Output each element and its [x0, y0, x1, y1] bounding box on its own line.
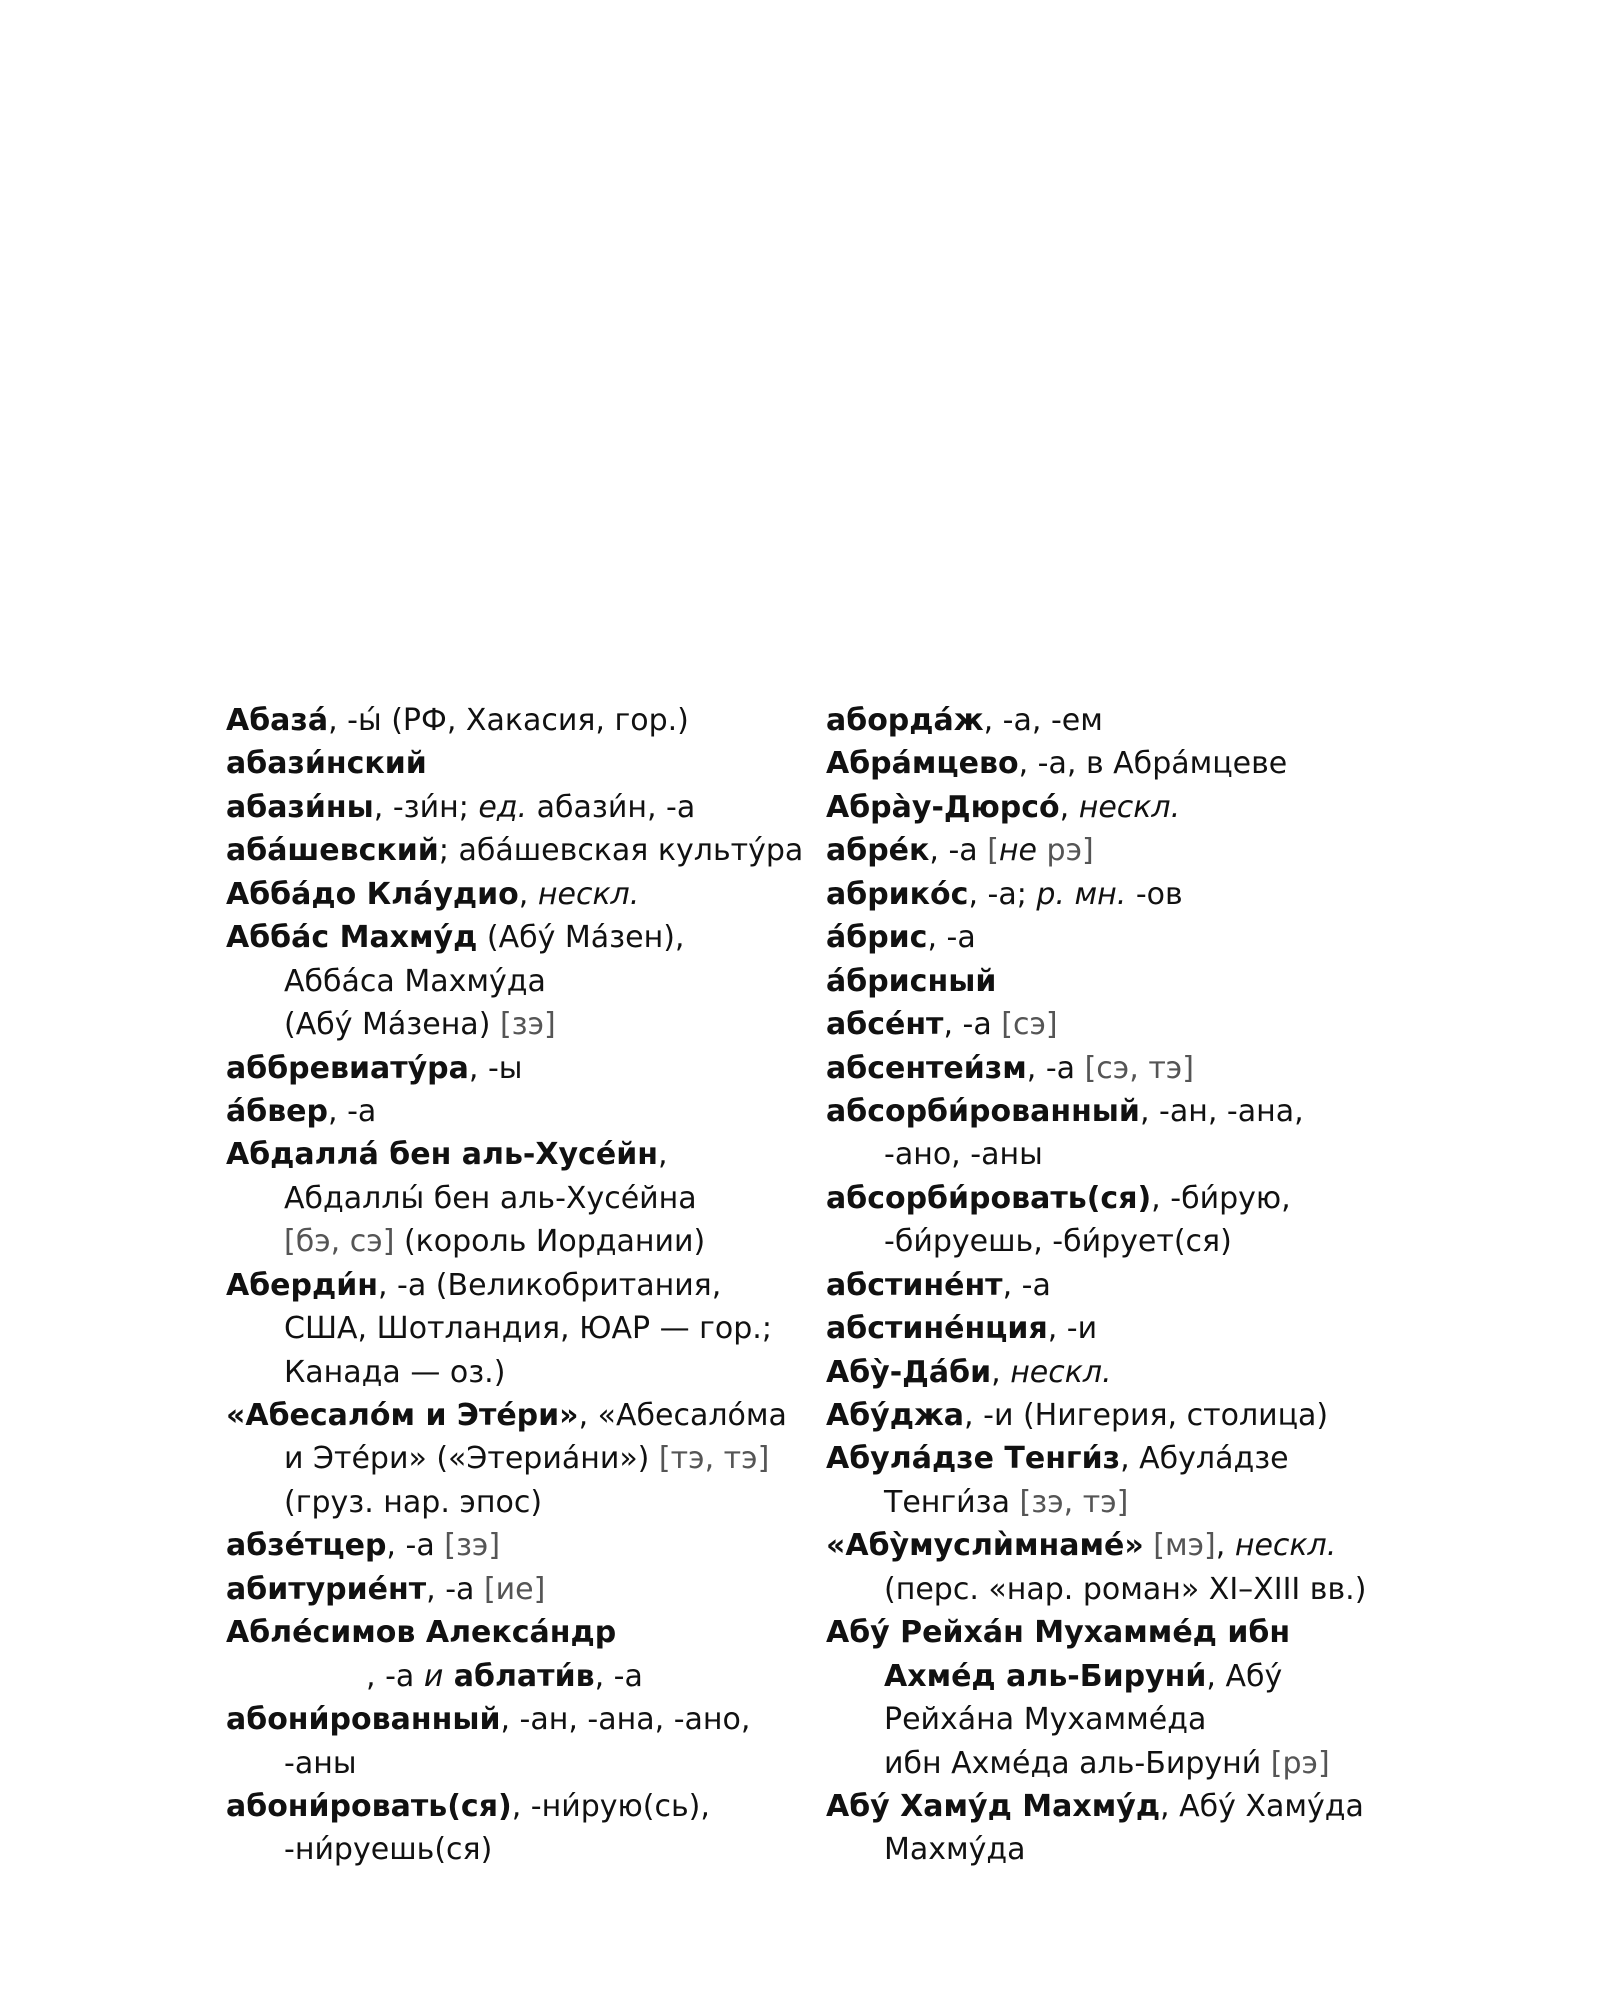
entry-continuation	[826, 1133, 1426, 1176]
headword: Абдалла́ бен аль-Хусе́йн	[226, 1137, 658, 1173]
headword: Абу́ Рейха́н Мухамме́д ибн	[826, 1615, 1291, 1651]
grammar-note: нескл.	[1078, 789, 1181, 825]
headword: абази́ны	[226, 789, 374, 825]
entry-text: , -ан, -ана, -ано,	[500, 1702, 751, 1738]
entry-line	[826, 1394, 1426, 1437]
entry-text: , -ан, -ана,	[1139, 1093, 1304, 1129]
headword: абстине́нция	[826, 1311, 1048, 1347]
headword: а́бвер	[226, 1093, 328, 1129]
entry-line	[226, 742, 796, 785]
entry-text: ,	[518, 876, 538, 912]
pronunciation-note: [зэ]	[499, 1007, 556, 1043]
entry-text: (Абу́ Ма́зен),	[477, 920, 685, 956]
entry-line	[226, 1047, 796, 1090]
entry-text: США, Шотландия, ЮАР — гор.;	[284, 1311, 772, 1347]
right-column	[826, 699, 1426, 1872]
entry-text: (перс. «нар. роман» XI–XIII вв.)	[884, 1571, 1367, 1607]
entry-line	[226, 699, 796, 742]
grammar-note: р. мн.	[1036, 876, 1127, 912]
headword: аббревиату́ра	[226, 1050, 469, 1086]
entry-text: , -и (Нигерия, столица)	[964, 1398, 1329, 1433]
entry-line	[826, 1524, 1426, 1567]
headword: абази́нский	[226, 746, 427, 782]
entry-text: , -а, -ем	[983, 703, 1103, 738]
grammar-note: и	[423, 1658, 444, 1694]
entry-text: , -би́рую,	[1151, 1180, 1291, 1216]
entry-text: , -а	[943, 1007, 1002, 1043]
entry-line	[826, 786, 1426, 829]
grammar-note: не	[998, 833, 1037, 869]
entry-continuation	[226, 1437, 796, 1480]
grammar-note: нескл.	[1234, 1528, 1337, 1564]
pronunciation-note: [рэ]	[1270, 1745, 1330, 1781]
headword: «Абесало́м и Эте́ри»	[226, 1398, 579, 1433]
entry-continuation	[826, 1742, 1426, 1785]
headword: абсе́нт	[826, 1007, 944, 1043]
entry-text: абази́н, -а	[527, 789, 696, 825]
pronunciation-note: [сэ, тэ]	[1084, 1050, 1194, 1086]
headword: абстине́нт	[826, 1267, 1003, 1303]
entry-text: , -и	[1047, 1311, 1098, 1347]
entry-text: Абба́са Махму́да	[284, 963, 546, 999]
entry-text: ,	[991, 1354, 1011, 1390]
entry-text: , -ни́рую(сь),	[511, 1788, 710, 1824]
entry-line	[226, 873, 796, 916]
entry-line	[826, 1003, 1426, 1046]
pronunciation-note: [бэ, сэ]	[284, 1224, 395, 1260]
headword: абрико́с	[826, 876, 969, 912]
headword: Абу́джа	[826, 1398, 965, 1433]
entry-text: (Абу́ Ма́зена)	[284, 1007, 500, 1043]
entry-line	[226, 786, 796, 829]
headword: абони́рованный	[226, 1702, 501, 1738]
entry-text: , -а	[426, 1571, 484, 1607]
pronunciation-note: [зэ, тэ]	[1019, 1484, 1129, 1520]
headword: Абле́симов Алекса́ндр	[226, 1615, 617, 1651]
entry-text: ,	[1059, 789, 1079, 825]
entry-continuation	[826, 1698, 1426, 1741]
entry-text: , -а	[929, 833, 988, 869]
entry-continuation	[226, 1307, 796, 1350]
headword: Абба́до Кла́удио	[226, 876, 519, 912]
headword: Абу́ Хаму́д Махму́д	[826, 1788, 1161, 1824]
entry-text: ; аба́шевская культу́ра	[438, 833, 804, 869]
headword: абре́к	[826, 833, 930, 869]
entry-line	[226, 829, 804, 872]
entry-text: -ано, -аны	[884, 1137, 1043, 1173]
entry-text: ,	[1215, 1528, 1235, 1564]
entry-text: , -а	[366, 1658, 424, 1694]
entry-text: , «Абесало́ма	[578, 1398, 787, 1433]
entry-line	[826, 742, 1426, 785]
entry-text: , -а	[927, 920, 976, 956]
headword: Абра́мцево	[826, 746, 1019, 782]
entry-text: , Абула́дзе	[1120, 1441, 1289, 1477]
headword: Абра̀у-Дюрсо́	[826, 789, 1060, 825]
headword: абитурие́нт	[226, 1571, 427, 1607]
entry-line	[826, 873, 1426, 916]
grammar-note: нескл.	[1010, 1354, 1112, 1390]
grammar-note: ед.	[478, 789, 528, 825]
headword: абсорби́рованный	[826, 1093, 1140, 1129]
entry-line	[226, 1611, 796, 1654]
entry-line	[226, 916, 796, 959]
headword: абсорби́ровать(ся)	[826, 1180, 1152, 1216]
entry-continuation	[826, 1828, 1426, 1871]
headword: аблати́в	[443, 1658, 595, 1694]
entry-continuation	[226, 1481, 796, 1524]
entry-line	[826, 1264, 1426, 1307]
entry-line	[226, 1394, 796, 1437]
entry-text: Тенги́за	[884, 1484, 1020, 1520]
entry-text: (груз. нар. эпос)	[284, 1484, 543, 1520]
entry-line	[226, 1133, 796, 1176]
entry-continuation	[826, 1568, 1426, 1611]
entry-line	[826, 1307, 1426, 1350]
entry-continuation	[226, 1655, 796, 1698]
entry-text: -аны	[284, 1745, 357, 1781]
entry-text: и Эте́ри» («Этериа́ни»)	[284, 1441, 659, 1477]
headword: абзе́тцер	[226, 1528, 387, 1564]
entry-line	[226, 1524, 796, 1567]
grammar-note: нескл.	[537, 876, 640, 912]
entry-continuation	[226, 960, 796, 1003]
headword: аборда́ж	[826, 703, 984, 738]
entry-line	[826, 960, 1426, 1003]
entry-text: , Абу́ Хаму́да	[1160, 1788, 1364, 1824]
entry-line	[826, 1351, 1426, 1394]
entry-text: , -а	[1002, 1267, 1051, 1303]
entry-text: , -ы́ (РФ, Хакасия, гор.)	[328, 703, 689, 738]
pronunciation-note: [тэ, тэ]	[658, 1441, 770, 1477]
entry-text: -ни́руешь(ся)	[284, 1832, 493, 1868]
entry-continuation	[226, 1351, 796, 1394]
entry-line	[826, 1090, 1426, 1133]
pronunciation-note: рэ]	[1037, 833, 1094, 869]
entry-line	[226, 1090, 796, 1133]
headword: а́брисный	[826, 963, 997, 999]
headword: Аберди́н	[226, 1267, 378, 1303]
entry-line	[826, 1611, 1426, 1654]
entry-text: , -а	[328, 1093, 377, 1129]
entry-continuation	[826, 1481, 1426, 1524]
headword: «Абу̀муслѝмнаме́»	[826, 1528, 1144, 1564]
entry-text: , -а	[1026, 1050, 1085, 1086]
entry-line	[826, 1177, 1426, 1220]
pronunciation-note: [сэ]	[1001, 1007, 1058, 1043]
entry-line	[826, 1047, 1426, 1090]
entry-text: , -ы	[468, 1050, 523, 1086]
pronunciation-note: [ие]	[483, 1571, 546, 1607]
entry-text: Махму́да	[884, 1832, 1026, 1868]
entry-text: , -а	[594, 1658, 643, 1694]
entry-text: -ов	[1126, 876, 1183, 912]
entry-continuation	[826, 1655, 1426, 1698]
entry-line	[226, 1568, 796, 1611]
entry-line	[826, 1785, 1426, 1828]
entry-text	[1144, 1528, 1154, 1563]
headword: абони́ровать(ся)	[226, 1788, 512, 1824]
entry-continuation	[226, 1220, 796, 1263]
entry-text: Рейха́на Мухамме́да	[884, 1702, 1207, 1738]
entry-line	[226, 1785, 796, 1828]
entry-continuation	[826, 1220, 1426, 1263]
headword: Абба́с Махму́д	[226, 920, 478, 956]
entry-text: (король Иордании)	[394, 1224, 706, 1260]
entry-line	[226, 1698, 796, 1741]
entry-continuation	[226, 1742, 796, 1785]
entry-line	[226, 1264, 796, 1307]
entry-continuation	[226, 1003, 796, 1046]
left-column	[226, 699, 804, 1872]
pronunciation-note: [	[987, 833, 999, 869]
entry-text: Абдаллы́ бен аль-Хусе́йна	[284, 1180, 697, 1216]
pronunciation-note: [мэ]	[1153, 1528, 1216, 1564]
headword: Абу̀-Да́би	[826, 1354, 992, 1390]
entry-continuation	[226, 1828, 796, 1871]
entry-line	[826, 699, 1426, 742]
headword: а́брис	[826, 920, 928, 956]
headword: Абаза́	[226, 703, 329, 738]
headword: абсентеи́зм	[826, 1050, 1027, 1086]
entry-continuation	[226, 1177, 796, 1220]
entry-text: , -а	[386, 1528, 445, 1564]
entry-text: , Абу́	[1206, 1658, 1283, 1694]
entry-text: , -а;	[968, 876, 1037, 912]
headword: аба́шевский	[226, 833, 439, 869]
entry-text: , -а (Великобритания,	[377, 1267, 722, 1303]
headword: Ахме́д аль-Бируни́	[884, 1658, 1207, 1694]
entry-text: , -зи́н;	[373, 789, 479, 825]
pronunciation-note: [зэ]	[444, 1528, 501, 1564]
entry-text: , -а, в Абра́мцеве	[1018, 746, 1288, 782]
entry-text: ибн Ахме́да аль-Бируни́	[884, 1745, 1271, 1781]
entry-text: ,	[657, 1137, 668, 1173]
entry-line	[826, 916, 1426, 959]
entry-line	[826, 829, 1426, 872]
entry-line	[826, 1437, 1426, 1480]
entry-text: -би́руешь, -би́рует(ся)	[884, 1224, 1232, 1260]
headword: Абула́дзе Тенги́з	[826, 1441, 1121, 1477]
entry-text: Канада — оз.)	[284, 1354, 506, 1390]
